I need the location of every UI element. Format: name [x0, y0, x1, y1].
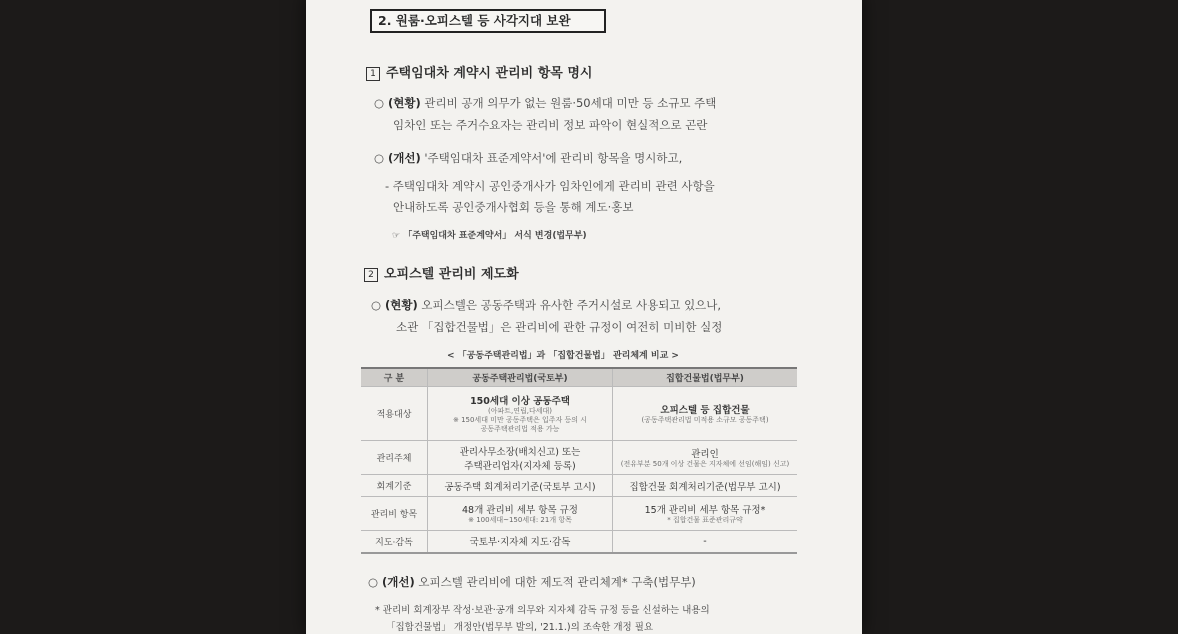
- subsection-number: 1: [366, 67, 380, 81]
- row-label: 적용대상: [361, 387, 428, 441]
- s1-current-line2: 임차인 또는 주거수요자는 관리비 정보 파악이 현실적으로 곤란: [393, 118, 708, 132]
- cell-sub: ※ 150세대 미만 공동주택은 입주자 등의 시: [452, 416, 587, 424]
- table-row: [361, 387, 797, 441]
- table-cell: [428, 387, 613, 441]
- table-cell: [428, 441, 613, 475]
- circle-bullet-icon: ○: [374, 151, 385, 165]
- table-cell: [613, 475, 798, 497]
- s1-dash-line1: - 주택임대차 계약시 공인중개사가 임차인에게 관리비 관련 사항을: [385, 179, 715, 193]
- cell-sub: * 집합건물 표준관리규약: [667, 516, 743, 524]
- cell-main: 국토부·지자체 지도·감독: [469, 537, 571, 549]
- cell-sub: (전유부분 50개 이상 건물은 지자체에 선임(해임) 신고): [620, 460, 790, 468]
- row-label: 지도·감독: [361, 531, 428, 553]
- row-label: 관리비 항목: [361, 497, 428, 531]
- table-caption: < 「공동주택관리법」과 「집합건물법」 관리체계 비교 >: [447, 351, 679, 361]
- s2-star-line1: * 관리비 회계장부 작성·보관·공개 의무와 지자체 감독 규정 등을 신설하는 내용의: [375, 605, 710, 616]
- cell-main: 관리사무소장(배치신고) 또는: [459, 446, 581, 458]
- s2-star-line2: 「집합건물법」 개정안(법무부 발의, '21.1.)의 조속한 개정 필요: [386, 622, 654, 633]
- table-cell: [428, 475, 613, 497]
- row-label: 회계기준: [361, 475, 428, 497]
- circle-bullet-icon: ○: [371, 298, 382, 312]
- table-cell: [613, 531, 798, 553]
- section-title: 2. 원룸·오피스텔 등 사각지대 보완: [370, 9, 606, 33]
- table-cell: [613, 441, 798, 475]
- cell-main: -: [703, 535, 707, 547]
- s1-improve-line: '주택임대차 표준계약서'에 관리비 항목을 명시하고,: [420, 151, 683, 165]
- table-row: [361, 531, 797, 553]
- cell-main: 15개 관리비 세부 항목 규정*: [644, 505, 766, 516]
- cell-main: 150세대 이상 공동주택: [470, 396, 570, 407]
- subsection-1-label: 주택임대차 계약시 관리비 항목 명시: [386, 66, 593, 81]
- cell-main: 집합건물 회계처리기준(법무부 고시): [629, 481, 781, 493]
- s1-arrow-note: ☞ 「주택임대차 표준계약서」 서식 변경(법무부): [392, 231, 587, 241]
- cell-sub: (아파트,연립,다세대): [487, 407, 552, 415]
- s2-current-para: [371, 294, 721, 316]
- s2-current-line2: 소관 「집합건물법」은 관리비에 관한 규정이 여전히 미비한 실정: [396, 320, 723, 334]
- s2-improve-line: 오피스텔 관리비에 대한 제도적 관리체계* 구축(법무부): [414, 575, 696, 589]
- table-header: 집합건물법(법무부): [613, 368, 798, 387]
- improve-tag: (개선): [388, 151, 421, 165]
- circle-bullet-icon: ○: [368, 575, 379, 589]
- table-cell: [428, 497, 613, 531]
- table-header: 공동주택관리법(국토부): [428, 368, 613, 387]
- cell-sub: (공동주택관리법 미적용 소규모 공동주택): [641, 416, 769, 424]
- current-tag: (현황): [385, 298, 418, 312]
- s2-current-line1: 오피스텔은 공동주택과 유사한 주거시설로 사용되고 있으나,: [417, 298, 722, 312]
- comparison-table: [361, 367, 797, 554]
- cell-sub: ※ 100세대~150세대: 21개 항목: [468, 516, 572, 524]
- cell-main: 오피스텔 등 집합건물: [660, 405, 750, 416]
- subsection-1-title: [366, 62, 592, 81]
- table-cell: [613, 497, 798, 531]
- table-cell: [428, 531, 613, 553]
- cell-main: 공동주택 회계처리기준(국토부 고시): [444, 481, 596, 493]
- row-label: 관리주체: [361, 441, 428, 475]
- cell-main: 48개 관리비 세부 항목 규정: [462, 505, 578, 516]
- table-cell: [613, 387, 798, 441]
- table-header: 구 분: [361, 368, 428, 387]
- current-tag: (현황): [388, 96, 421, 110]
- circle-bullet-icon: ○: [374, 96, 385, 110]
- s2-improve-para: [368, 571, 696, 593]
- improve-tag: (개선): [382, 575, 415, 589]
- cell-main: 관리인: [691, 449, 719, 460]
- s1-improve-para: [374, 147, 682, 169]
- subsection-2-label: 오피스텔 관리비 제도화: [384, 267, 519, 282]
- s1-dash-line2: 안내하도록 공인중개사협회 등을 통해 계도·홍보: [393, 200, 634, 214]
- subsection-2-title: [364, 263, 519, 282]
- table-row: [361, 475, 797, 497]
- table-row: [361, 497, 797, 531]
- s1-current-para: [374, 92, 716, 114]
- subsection-number: 2: [364, 268, 378, 282]
- cell-sub: 공동주택관리법 적용 가능: [480, 425, 560, 433]
- table-row: [361, 441, 797, 475]
- cell-main: 주택관리업자(지자체 등록): [464, 460, 576, 472]
- table-header-row: [361, 368, 797, 387]
- s1-current-line1: 관리비 공개 의무가 없는 원룸·50세대 미만 등 소규모 주택: [420, 96, 717, 110]
